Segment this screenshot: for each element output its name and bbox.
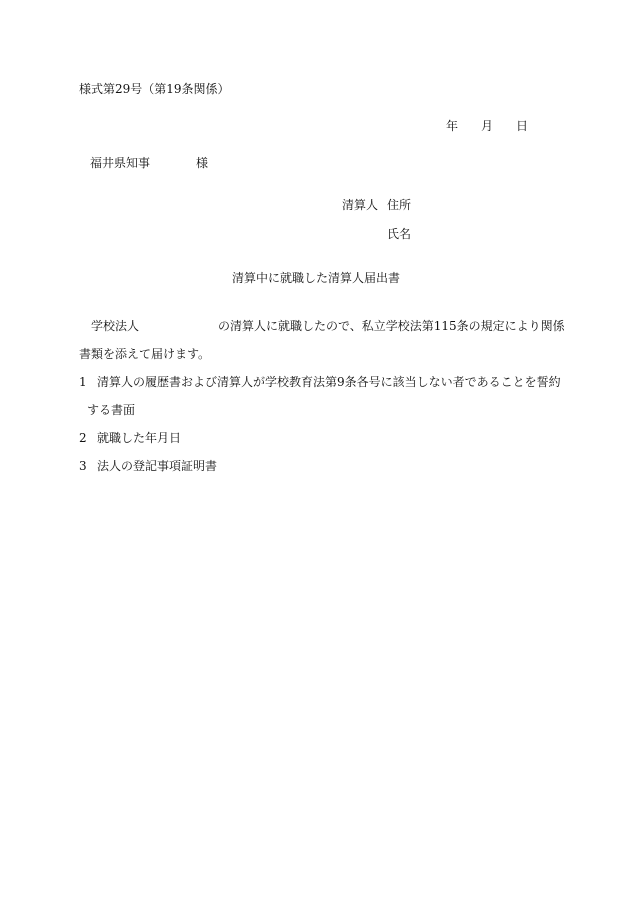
- item-2-number: 2: [79, 431, 87, 445]
- addressee-name: 福井県知事: [90, 156, 151, 170]
- item-3-number: 3: [79, 459, 87, 473]
- date-day-label: 日: [516, 119, 529, 133]
- item-1-number: 1: [79, 375, 87, 389]
- body-line-1: の清算人に就職したので、私立学校法第115条の規定により関係: [218, 319, 565, 333]
- body-corp-prefix: 学校法人: [91, 319, 140, 333]
- item-1-continuation: する書面: [87, 403, 136, 417]
- item-2-text: 就職した年月日: [97, 431, 182, 445]
- liquidator-name-label: 氏名: [387, 227, 412, 241]
- body-line-2: 書類を添えて届けます。: [79, 347, 211, 361]
- liquidator-address-label: 住所: [387, 198, 412, 212]
- addressee-honorific: 様: [196, 156, 209, 170]
- form-number: 様式第29号（第19条関係）: [79, 82, 230, 96]
- item-1-text: 清算人の履歴書および清算人が学校教育法第9条各号に該当しない者であることを誓約: [97, 375, 561, 389]
- date-year-label: 年: [446, 119, 459, 133]
- document-title: 清算中に就職した清算人届出書: [232, 271, 401, 285]
- item-3-text: 法人の登記事項証明書: [97, 459, 218, 473]
- date-month-label: 月: [481, 119, 494, 133]
- liquidator-role: 清算人: [342, 198, 379, 212]
